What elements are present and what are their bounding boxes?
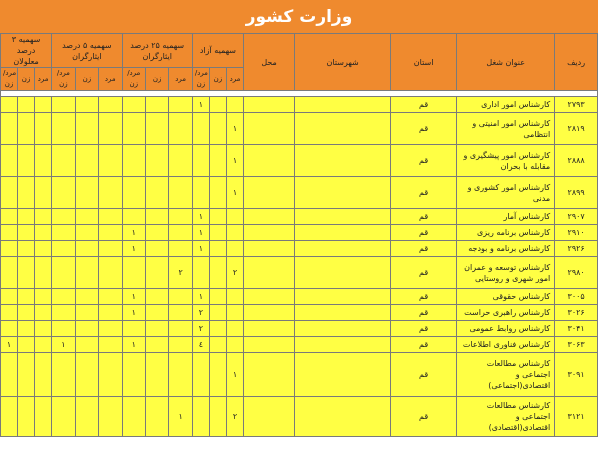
quota-cell: [52, 353, 75, 397]
province-cell: قم: [391, 177, 457, 209]
quota-cell: [209, 113, 226, 145]
quota-cell: [209, 289, 226, 305]
quota-cell: [52, 177, 75, 209]
row-code-cell: ۳۰۴۱: [555, 321, 598, 337]
header-free: سهمیه آزاد: [192, 34, 243, 68]
table-row: [1, 397, 598, 437]
quota-cell: [75, 145, 98, 177]
quota-cell: [18, 145, 35, 177]
quota-cell: [18, 321, 35, 337]
quota-cell: ۱: [226, 353, 243, 397]
quota-cell: [169, 97, 192, 113]
province-cell: قم: [391, 353, 457, 397]
job-title-cell: کارشناس فناوری اطلاعات: [457, 337, 555, 353]
quota-cell: [209, 337, 226, 353]
table-row: [1, 289, 598, 305]
quota-cell: [192, 257, 209, 289]
row-code-cell: ۲۸۹۹: [555, 177, 598, 209]
row-code-cell: ۳۰۰۵: [555, 289, 598, 305]
quota-cell: [209, 145, 226, 177]
place-cell: [244, 337, 295, 353]
quota-cell: [122, 177, 145, 209]
quota-cell: ۱: [1, 337, 18, 353]
sub-male: مرد: [169, 68, 192, 91]
quota-cell: [209, 353, 226, 397]
place-cell: [244, 397, 295, 437]
row-code-cell: ۳۰۲۶: [555, 305, 598, 321]
quota-cell: [35, 113, 52, 145]
quota-cell: [145, 353, 168, 397]
quota-cell: [1, 145, 18, 177]
quota-cell: ۱: [226, 177, 243, 209]
quota-cell: [192, 113, 209, 145]
province-cell: قم: [391, 225, 457, 241]
quota-cell: [52, 257, 75, 289]
quota-cell: [18, 257, 35, 289]
quota-cell: [209, 305, 226, 321]
quota-cell: [75, 337, 98, 353]
quota-cell: [99, 225, 122, 241]
quota-cell: [52, 397, 75, 437]
quota-cell: [226, 289, 243, 305]
quota-cell: [192, 353, 209, 397]
quota-cell: ۱: [122, 289, 145, 305]
quota-cell: [35, 177, 52, 209]
header-place: محل: [244, 34, 295, 91]
quota-cell: [99, 289, 122, 305]
quota-cell: [75, 209, 98, 225]
sub-female: زن: [209, 68, 226, 91]
sub-male: مرد: [35, 68, 52, 91]
quota-cell: ۲: [226, 397, 243, 437]
place-cell: [244, 145, 295, 177]
quota-cell: [18, 97, 35, 113]
quota-cell: [35, 241, 52, 257]
city-cell: [295, 337, 391, 353]
quota-cell: [145, 209, 168, 225]
quota-cell: [18, 397, 35, 437]
table-row: [1, 97, 598, 113]
job-title-cell: کارشناس امور امنیتی و انتظامی: [457, 113, 555, 145]
job-title-cell: کارشناس مطالعات اجتماعی و اقتصادی(اقتصادی): [457, 397, 555, 437]
quota-cell: [1, 305, 18, 321]
quota-cell: [1, 177, 18, 209]
quota-cell: ۱: [192, 209, 209, 225]
quota-cell: [35, 97, 52, 113]
row-code-cell: ۲۸۸۸: [555, 145, 598, 177]
quota-cell: [209, 241, 226, 257]
province-cell: قم: [391, 321, 457, 337]
table-row: [1, 353, 598, 397]
quota-cell: [99, 397, 122, 437]
quota-cell: [52, 241, 75, 257]
quota-cell: [169, 289, 192, 305]
quota-cell: ۱: [122, 337, 145, 353]
quota-cell: [226, 241, 243, 257]
quota-cell: [169, 225, 192, 241]
quota-cell: [1, 321, 18, 337]
quota-cell: [18, 353, 35, 397]
city-cell: [295, 97, 391, 113]
quota-cell: [52, 145, 75, 177]
sub-both: مرد/زن: [192, 68, 209, 91]
city-cell: [295, 397, 391, 437]
quota-cell: [35, 337, 52, 353]
quota-cell: [35, 257, 52, 289]
quota-cell: [169, 209, 192, 225]
place-cell: [244, 113, 295, 145]
city-cell: [295, 353, 391, 397]
quota-cell: [52, 289, 75, 305]
quota-cell: [145, 321, 168, 337]
sub-female: زن: [18, 68, 35, 91]
quota-cell: [35, 321, 52, 337]
quota-cell: [226, 97, 243, 113]
quota-cell: [18, 225, 35, 241]
quota-cell: [18, 337, 35, 353]
quota-cell: [192, 145, 209, 177]
job-title-cell: کارشناس برنامه و بودجه: [457, 241, 555, 257]
quota-cell: [226, 337, 243, 353]
place-cell: [244, 225, 295, 241]
page-title: وزارت کشور: [0, 0, 598, 33]
quota-cell: [75, 321, 98, 337]
quota-cell: [209, 97, 226, 113]
sub-male: مرد: [226, 68, 243, 91]
city-cell: [295, 225, 391, 241]
row-code-cell: ۲۷۹۳: [555, 97, 598, 113]
quota-cell: [145, 289, 168, 305]
quota-cell: ۲: [192, 305, 209, 321]
city-cell: [295, 321, 391, 337]
province-cell: قم: [391, 337, 457, 353]
quota-cell: [192, 397, 209, 437]
quota-cell: ۱: [226, 145, 243, 177]
sub-female: زن: [75, 68, 98, 91]
quota-cell: [18, 241, 35, 257]
quota-cell: [169, 177, 192, 209]
quota-cell: [169, 353, 192, 397]
quota-cell: ۱: [122, 225, 145, 241]
sub-both: مرد/زن: [122, 68, 145, 91]
city-cell: [295, 289, 391, 305]
place-cell: [244, 97, 295, 113]
quota-cell: [75, 305, 98, 321]
job-title-cell: کارشناس امور اداری: [457, 97, 555, 113]
quota-cell: [18, 113, 35, 145]
province-cell: قم: [391, 145, 457, 177]
job-title-cell: کارشناس مطالعات اجتماعی و اقتصادی(اجتماعی): [457, 353, 555, 397]
quota-cell: [145, 177, 168, 209]
quota-cell: [1, 97, 18, 113]
quota-cell: [122, 97, 145, 113]
header-row: ردیف: [555, 34, 598, 91]
quota-cell: [99, 177, 122, 209]
quota-cell: [145, 113, 168, 145]
city-cell: [295, 177, 391, 209]
city-cell: [295, 305, 391, 321]
quota-cell: [99, 241, 122, 257]
table-row: [1, 305, 598, 321]
quota-cell: [226, 225, 243, 241]
quota-cell: [75, 397, 98, 437]
quota-cell: [52, 113, 75, 145]
quota-cell: [99, 145, 122, 177]
header-quota-25: سهمیه ۲۵ درصد ایثارگران: [122, 34, 192, 68]
sub-both: مرد/زن: [52, 68, 75, 91]
quota-cell: [169, 337, 192, 353]
city-cell: [295, 257, 391, 289]
quota-cell: [18, 177, 35, 209]
place-cell: [244, 257, 295, 289]
row-code-cell: ۲۹۰۷: [555, 209, 598, 225]
table-row: [1, 257, 598, 289]
province-cell: قم: [391, 397, 457, 437]
header-quota-5: سهمیه ۵ درصد ایثارگران: [52, 34, 122, 68]
quota-cell: [99, 209, 122, 225]
city-cell: [295, 241, 391, 257]
quota-cell: [35, 209, 52, 225]
header-job-title: عنوان شغل: [457, 34, 555, 91]
quota-cell: [209, 321, 226, 337]
quota-cell: [75, 241, 98, 257]
quota-cell: [75, 225, 98, 241]
province-cell: قم: [391, 209, 457, 225]
quota-cell: [35, 145, 52, 177]
quota-cell: [99, 257, 122, 289]
quota-cell: ۲: [192, 321, 209, 337]
sub-female: زن: [145, 68, 168, 91]
quota-cell: [1, 257, 18, 289]
row-code-cell: ۲۹۲۶: [555, 241, 598, 257]
job-title-cell: کارشناس راهبری حراست: [457, 305, 555, 321]
quota-cell: [192, 177, 209, 209]
quota-cell: ۱: [169, 397, 192, 437]
quota-cell: ۲: [226, 257, 243, 289]
quota-cell: ۱: [226, 113, 243, 145]
job-title-cell: کارشناس برنامه ریزی: [457, 225, 555, 241]
table-row: [1, 225, 598, 241]
province-cell: قم: [391, 113, 457, 145]
quota-cell: [18, 209, 35, 225]
quota-cell: [169, 113, 192, 145]
province-cell: قم: [391, 289, 457, 305]
quota-cell: [145, 241, 168, 257]
quota-cell: [122, 257, 145, 289]
table-row: [1, 177, 598, 209]
city-cell: [295, 113, 391, 145]
quota-cell: [52, 305, 75, 321]
place-cell: [244, 289, 295, 305]
job-title-cell: کارشناس توسعه و عمران امور شهری و روستایی: [457, 257, 555, 289]
quota-cell: [35, 305, 52, 321]
job-title-cell: کارشناس حقوقی: [457, 289, 555, 305]
quota-cell: [169, 241, 192, 257]
table-row: [1, 321, 598, 337]
row-code-cell: ۳۰۹۱: [555, 353, 598, 397]
province-cell: قم: [391, 97, 457, 113]
quota-cell: [226, 305, 243, 321]
quota-cell: [209, 225, 226, 241]
row-code-cell: ۲۸۱۹: [555, 113, 598, 145]
province-cell: قم: [391, 241, 457, 257]
quota-cell: [52, 97, 75, 113]
quota-cell: [209, 397, 226, 437]
quota-cell: [145, 225, 168, 241]
quota-cell: [209, 257, 226, 289]
quota-cell: ۱: [192, 97, 209, 113]
quota-cell: [209, 177, 226, 209]
table-row: [1, 241, 598, 257]
city-cell: [295, 209, 391, 225]
quota-cell: [1, 209, 18, 225]
quota-cell: [35, 225, 52, 241]
quota-cell: [99, 305, 122, 321]
quota-cell: [122, 397, 145, 437]
place-cell: [244, 177, 295, 209]
province-cell: قم: [391, 257, 457, 289]
quota-cell: [75, 289, 98, 305]
quota-cell: ٤: [192, 337, 209, 353]
quota-cell: [122, 321, 145, 337]
quota-cell: [226, 321, 243, 337]
quota-cell: ۱: [192, 241, 209, 257]
quota-cell: [145, 337, 168, 353]
quota-cell: [145, 145, 168, 177]
quota-cell: [75, 113, 98, 145]
quota-cell: ۲: [169, 257, 192, 289]
table-row: [1, 209, 598, 225]
quota-cell: [169, 305, 192, 321]
job-title-cell: کارشناس آمار: [457, 209, 555, 225]
place-cell: [244, 321, 295, 337]
quota-cell: [99, 97, 122, 113]
quota-cell: [1, 225, 18, 241]
quota-cell: [209, 209, 226, 225]
header-province: استان: [391, 34, 457, 91]
quota-cell: ۱: [192, 289, 209, 305]
quota-cell: [145, 305, 168, 321]
place-cell: [244, 353, 295, 397]
quota-cell: [99, 321, 122, 337]
quota-cell: [99, 353, 122, 397]
quota-cell: [145, 257, 168, 289]
quota-cell: [145, 397, 168, 437]
quota-cell: [226, 209, 243, 225]
quota-cell: [18, 305, 35, 321]
quota-cell: [99, 337, 122, 353]
quota-cell: [99, 113, 122, 145]
quota-cell: [1, 289, 18, 305]
city-cell: [295, 145, 391, 177]
row-code-cell: ۲۹۸۰: [555, 257, 598, 289]
quota-cell: ۱: [122, 305, 145, 321]
quota-cell: [1, 113, 18, 145]
header-city: شهرستان: [295, 34, 391, 91]
quota-cell: [122, 145, 145, 177]
quota-cell: [1, 241, 18, 257]
quota-cell: [35, 353, 52, 397]
row-code-cell: ۲۹۱۰: [555, 225, 598, 241]
quota-cell: [18, 289, 35, 305]
job-title-cell: کارشناس امور کشوری و مدنی: [457, 177, 555, 209]
sub-male: مرد: [99, 68, 122, 91]
table-row: [1, 113, 598, 145]
quota-cell: [169, 321, 192, 337]
quota-cell: [52, 209, 75, 225]
quota-cell: [1, 353, 18, 397]
quota-cell: [75, 177, 98, 209]
place-cell: [244, 305, 295, 321]
quota-cell: [145, 97, 168, 113]
quota-cell: [122, 353, 145, 397]
table-row: [1, 337, 598, 353]
place-cell: [244, 209, 295, 225]
quota-cell: ۱: [122, 241, 145, 257]
header-quota-3: سهمیه ۳ درصد معلولان: [1, 34, 52, 68]
quota-cell: [52, 321, 75, 337]
jobs-table: [0, 33, 598, 437]
quota-cell: [1, 397, 18, 437]
quota-cell: ۱: [192, 225, 209, 241]
quota-cell: [75, 353, 98, 397]
quota-cell: ۱: [52, 337, 75, 353]
quota-cell: [35, 397, 52, 437]
table-row: [1, 145, 598, 177]
row-code-cell: ۳۰۶۳: [555, 337, 598, 353]
sub-both: مرد/زن: [1, 68, 18, 91]
quota-cell: [35, 289, 52, 305]
quota-cell: [75, 97, 98, 113]
province-cell: قم: [391, 305, 457, 321]
quota-cell: [122, 209, 145, 225]
quota-cell: [169, 145, 192, 177]
place-cell: [244, 241, 295, 257]
job-title-cell: کارشناس امور پیشگیری و مقابله با بحران: [457, 145, 555, 177]
quota-cell: [75, 257, 98, 289]
row-code-cell: ۳۱۲۱: [555, 397, 598, 437]
quota-cell: [122, 113, 145, 145]
job-title-cell: کارشناس روابط عمومی: [457, 321, 555, 337]
quota-cell: [52, 225, 75, 241]
